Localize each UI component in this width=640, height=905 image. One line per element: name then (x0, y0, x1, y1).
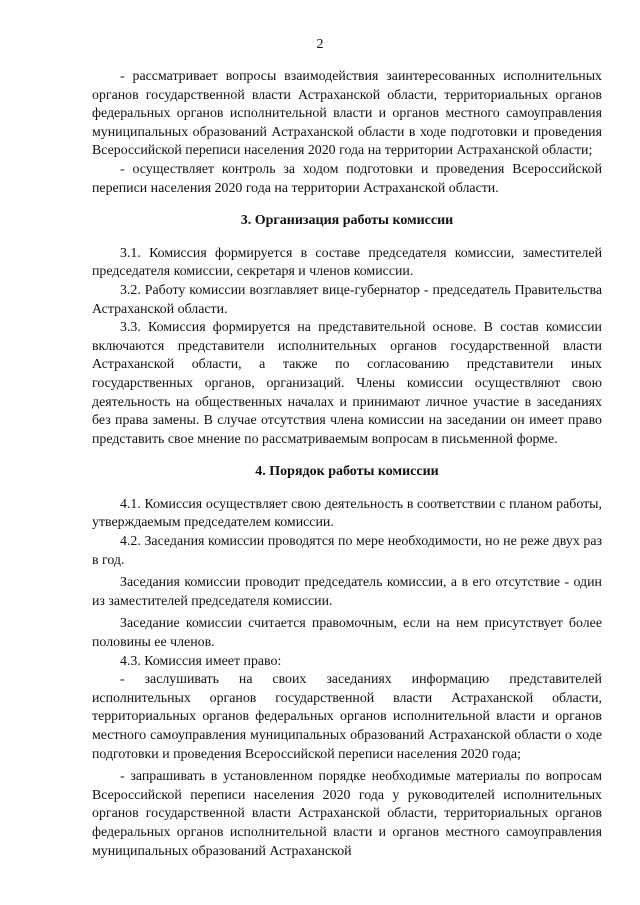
paragraph-4-3: 4.3. Комиссия имеет право: (120, 653, 282, 669)
paragraph-interaction-review: - рассматривает вопросы взаимодействия заинтересованных исполнительных органов государственной власти Астраханской области, территориальных органов федеральных органов исполнительной власти и органов местного самоуправления муниципальных образований Астраханской области в ходе подготовки и проведения Всероссийской переписи населения 2020 года на территории Астраханской области; (92, 69, 602, 159)
paragraph-census-control: - осуществляет контроль за ходом подготовки и проведения Всероссийской переписи населения 2020 года на территории Астраханской области. (92, 161, 602, 196)
paragraph-quorum: Заседание комиссии считается правомочным, если на нем присутствует более половины ее членов. (92, 616, 602, 651)
paragraph-4-1: 4.1. Комиссия осуществляет свою деятельность в соответствии с планом работы, утверждаемым председателем комиссии. (92, 496, 602, 531)
paragraph-3-2: 3.2. Работу комиссии возглавляет вице-губернатор - председатель Правительства Астраханской области. (92, 282, 602, 317)
paragraph-right-hear: - заслушивать на своих заседаниях информацию представителей исполнительных органов государственной власти Астраханской области, территориальных органов федеральных органов исполнительной власти и органов местного самоуправления муниципальных образований Астраханской области о ходе подготовки и проведения Всероссийской переписи населения 2020 года; (92, 672, 602, 762)
paragraph-right-request: - запрашивать в установленном порядке необходимые материалы по вопросам Всероссийской переписи населения 2020 года у руководителей исполнительных органов государственной власти Астраханской области, территориальных органов федеральных органов исполнительной власти и органов местного самоуправления муниципальных образований Астраханской (92, 769, 602, 859)
section-heading-4: 4. Порядок работы комиссии (255, 464, 439, 480)
page-number: 2 (316, 37, 324, 52)
document-body (92, 68, 602, 861)
section-heading-3: 3. Организация работы комиссии (240, 213, 454, 229)
paragraph-3-1: 3.1. Комиссия формируется в составе председателя комиссии, заместителей председателя комиссии, секретаря и членов комиссии. (92, 245, 602, 280)
paragraph-meeting-chair: Заседания комиссии проводит председатель комиссии, а в его отсутствие - один из заместителей председателя комиссии. (92, 575, 602, 609)
paragraph-3-3: 3.3. Комиссия формируется на представительной основе. В состав комиссии включаются представители исполнительных органов государственной власти Астраханской области, а также по согласованию представители иных государственных органов, организаций. Члены комиссии осуществляют свою деятельность на общественных началах и принимают личное участие в заседаниях без права замены. В случае отсутствия члена комиссии на заседании он имеет право представить свое мнение по рассматриваемым вопросам в письменной форме. (92, 320, 602, 447)
paragraph-4-2: 4.2. Заседания комиссии проводятся по мере необходимости, но не реже двух раз в год. (92, 534, 602, 568)
